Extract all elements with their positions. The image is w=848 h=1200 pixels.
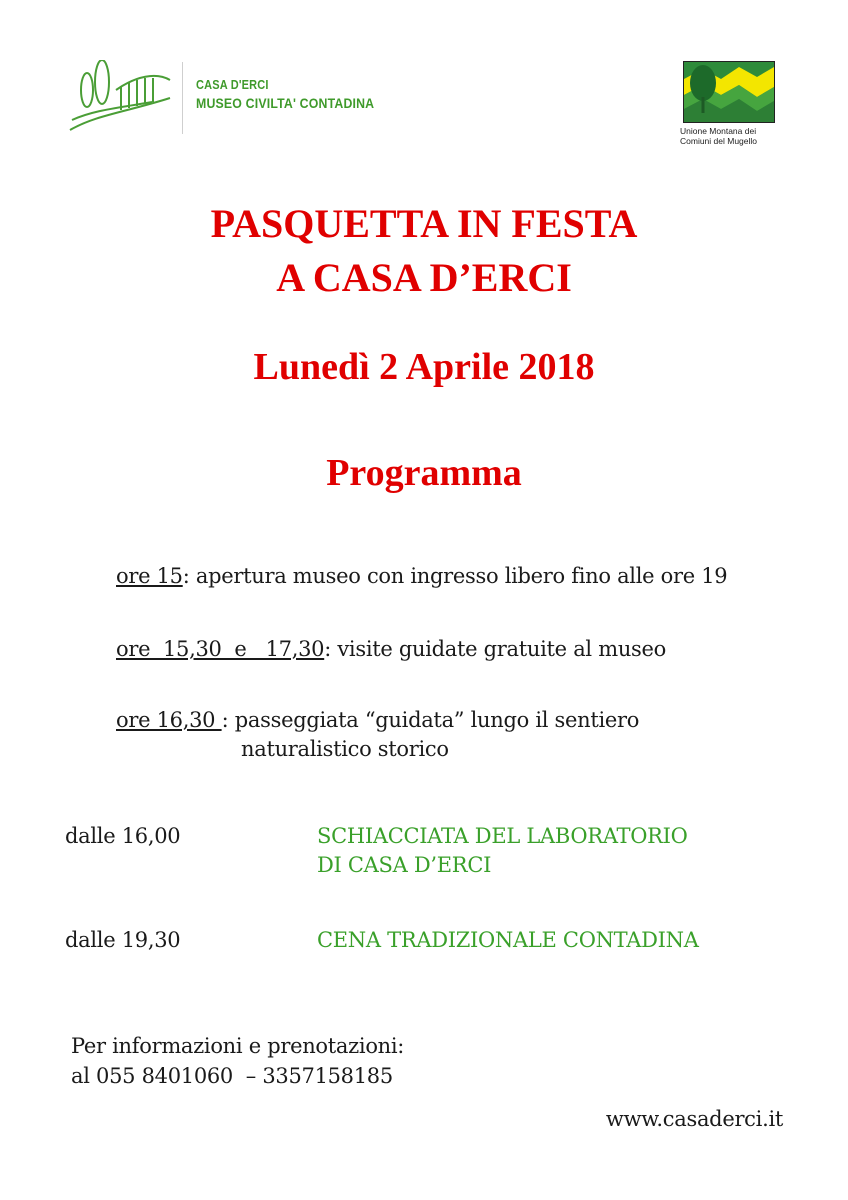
program-heading: Programma xyxy=(326,452,522,494)
program-item xyxy=(116,708,639,732)
partner-caption-line1: Unione Montana dei xyxy=(680,126,757,136)
schedule-description: CENA TRADIZIONALE CONTADINA xyxy=(317,928,699,952)
schedule-description: SCHIACCIATA DEL LABORATORIO xyxy=(317,824,688,848)
program-time: ore 15 xyxy=(116,564,183,588)
program-separator: : xyxy=(221,708,229,732)
program-time: ore 16,30 xyxy=(116,708,222,732)
program-text: apertura museo con ingresso libero fino alle ore 19 xyxy=(189,564,728,588)
program-text: passeggiata “guidata” lungo il sentiero xyxy=(228,708,640,732)
website-url: www.casaderci.it xyxy=(605,1107,783,1131)
schedule-time: dalle 16,00 xyxy=(65,824,181,848)
schedule-description-continued: DI CASA D’ERCI xyxy=(317,853,492,877)
brand-subtitle: MUSEO CIVILTA' CONTADINA xyxy=(196,95,375,111)
program-item xyxy=(116,637,666,661)
program-time: ore 15,30 e 17,30 xyxy=(116,637,325,661)
program-text-continued: naturalistico storico xyxy=(241,737,449,761)
event-title-line1: PASQUETTA IN FESTA xyxy=(210,201,638,246)
logo-divider xyxy=(182,62,183,134)
unione-montana-logo-icon xyxy=(683,61,775,123)
casa-derci-logo-icon xyxy=(66,60,176,134)
schedule-time: dalle 19,30 xyxy=(65,928,181,952)
program-text: visite guidate gratuite al museo xyxy=(330,637,666,661)
contact-phone-numbers: al 055 8401060 – 3357158185 xyxy=(71,1064,393,1088)
contact-info-heading: Per informazioni e prenotazioni: xyxy=(71,1034,405,1058)
program-separator: : xyxy=(324,637,331,661)
program-separator: : xyxy=(182,564,190,588)
event-title-line2: A CASA D’ERCI xyxy=(276,255,572,300)
brand-name: CASA D'ERCI xyxy=(196,78,269,92)
partner-caption-line2: Comiuni del Mugello xyxy=(680,136,758,146)
event-date: Lunedì 2 Aprile 2018 xyxy=(253,346,595,388)
program-item xyxy=(116,564,727,588)
